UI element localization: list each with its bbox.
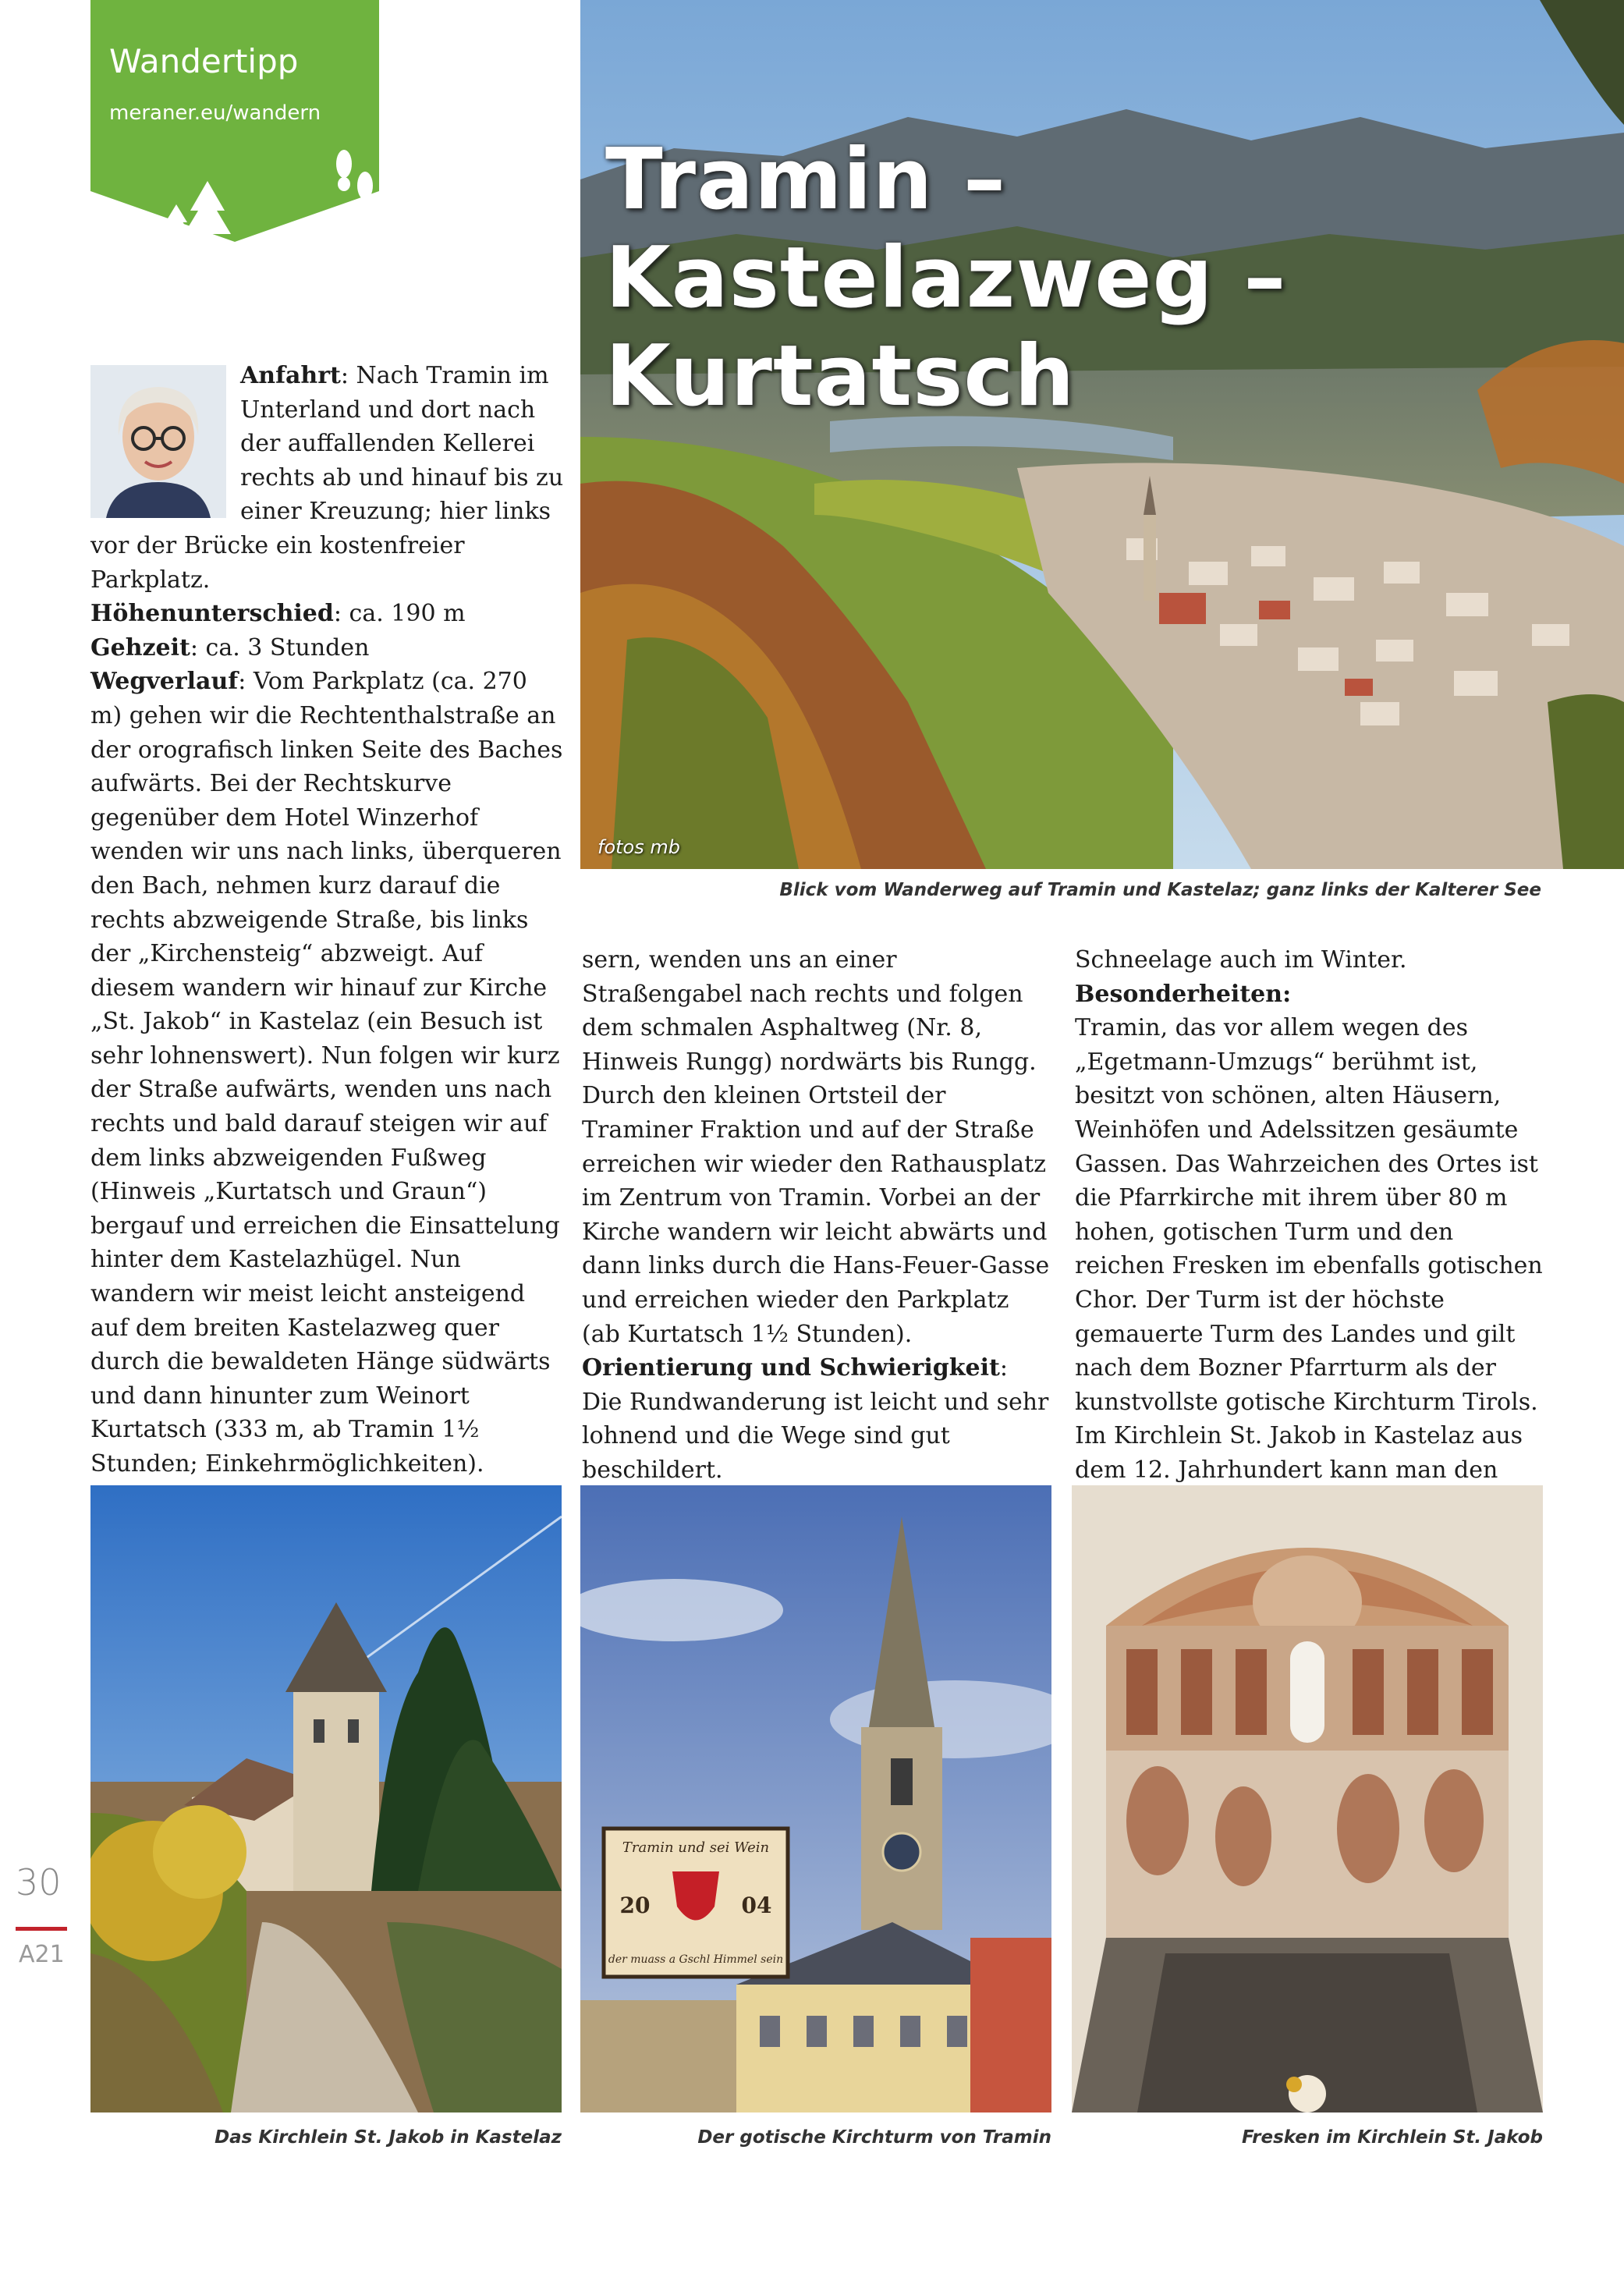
orientierung-text: : Die Rundwanderung ist leicht und sehr lohnend und die Wege sind gut beschildert.	[582, 1354, 1049, 1484]
photo-caption-1: Das Kirchlein St. Jakob in Kastelaz	[215, 2127, 562, 2148]
article-column-2	[582, 943, 1051, 1556]
badge-url: meraner.eu/wandern	[109, 101, 321, 125]
photo-caption-3: Fresken im Kirchlein St. Jakob	[1241, 2127, 1543, 2148]
traminer-sign	[604, 1829, 788, 1977]
besonderheiten-label: Besonderheiten	[1075, 980, 1283, 1008]
photo-st-jakob-church	[90, 1485, 562, 2112]
photo-credit: fotos mb	[597, 836, 680, 858]
page-number: 30	[16, 1861, 62, 1903]
wegverlauf-text: : Vom Parkplatz (ca. 270 m) gehen wir die Rechtenthalstraße an der orografisch linken Seite des Baches aufwärts. Bei der Rechtskurve gegenüber dem Hotel Winzerhof wenden wir uns nach links, überqueren den Bach, nehmen kurz darauf die rechts abzweigende Straße, bis links der „Kirchensteig“ abzweigt. Auf diesem wandern wir hinauf zur Kirche „St. Jakob“ in Kastelaz (ein Besuch ist sehr lohnenswert). Nun folgen wir kurz der Straße aufwärts, wenden uns nach rechts und bald darauf steigen wir auf dem links abzweigenden Fußweg (Hinweis „Kurtatsch und Graun“) bergauf und erreichen die Einsattelung hinter dem Kastelazhügel. Nun wandern wir meist leicht ansteigend auf dem breiten Kastelazweg quer durch die bewaldeten Hänge südwärts und dann hinunter zum Weinort Kurtatsch (333 m, ab Tramin 1½ Stunden; Einkehrmöglichkeiten).	[90, 668, 563, 1478]
photo-frescoes	[1072, 1485, 1543, 2112]
article-title: Tramin – Kastelazweg – Kurtatsch	[605, 131, 1287, 425]
orientierung-label: Orientierung und Schwierigkeit	[582, 1354, 1000, 1382]
hoehe-label: Höhenunterschied	[90, 600, 334, 628]
gehzeit-label: Gehzeit	[90, 633, 190, 662]
besonderheiten-colon: :	[1282, 980, 1292, 1008]
wegverlauf-paragraph	[90, 665, 565, 1481]
anfahrt-text: : Nach Tramin im Unterland und dort nach der auffallenden Kellerei rechts ab und hinauf bis zu einer Kreuzung; hier links vor der Brücke ein kostenfreier Parkplatz.	[90, 362, 564, 594]
photo-gothic-tower	[580, 1485, 1051, 2112]
rueckweg-continued: sern, wenden uns an einer Straßengabel nach rechts und folgen dem schmalen Asphaltweg (Nr. 8, Hinweis Rungg) nordwärts bis Rungg. Durch den kleinen Ortsteil der Traminer Fraktion und auf der Straße erreichen wir wieder den Rathausplatz im Zentrum von Tramin. Vorbei an der Kirche wandern wir leicht abwärts und dann links durch die Hans-Feuer-Gasse und erreichen wieder den Parkplatz (ab Kurtatsch 1½ Stunden).	[582, 946, 1050, 1348]
besonderheiten-text: Tramin, das vor allem wegen des „Egetmann-Umzugs“ berühmt ist, besitzt von schönen, alten Häusern, Weinhöfen und Adelssitzen gesäumte Gassen. Das Wahrzeichen des Ortes ist die Pfarrkirche mit ihrem über 80 m hohen, gotischen Turm und den reichen Fresken im ebenfalls gotischen Chor. Der Turm ist der höchste gemauerte Turm des Landes und gilt nach dem Bozner Pfarrturm als der kunstvollste gotische Kirchturm Tirols.	[1075, 1014, 1543, 1416]
orientierung-paragraph	[582, 1351, 1051, 1487]
article-column-1	[90, 359, 565, 1583]
page-code: A21	[19, 1941, 65, 1968]
sign-year-left: 20	[619, 1893, 651, 1918]
beste-zeit-continued: Schneelage auch im Winter.	[1075, 946, 1407, 974]
anfahrt-label: Anfahrt	[240, 362, 341, 389]
hoehe-paragraph	[90, 597, 565, 631]
hoehe-text: : ca. 190 m	[333, 600, 466, 628]
badge-title: Wandertipp	[109, 42, 299, 80]
sign-year-right: 04	[741, 1893, 772, 1918]
gehzeit-paragraph	[90, 631, 565, 665]
st-jakob-paragraph: Im Kirchlein St. Jakob in Kastelaz aus dem 12. Jahrhundert kann man den	[1075, 1422, 1523, 1484]
page-number-divider	[16, 1927, 67, 1931]
besonderheiten-heading	[1075, 977, 1544, 1012]
hero-caption: Blick vom Wanderweg auf Tramin und Kastelaz; ganz links der Kalterer See	[779, 880, 1541, 900]
article-column-3	[1075, 943, 1544, 1521]
photo-caption-2: Der gotische Kirchturm von Tramin	[697, 2127, 1051, 2148]
sign-line-1: Tramin und sei Wein	[622, 1839, 770, 1856]
gehzeit-text: : ca. 3 Stunden	[190, 633, 370, 662]
sign-line-2: der muass a Gschl Himmel sein	[608, 1953, 784, 1966]
wegverlauf-label: Wegverlauf	[90, 668, 239, 696]
